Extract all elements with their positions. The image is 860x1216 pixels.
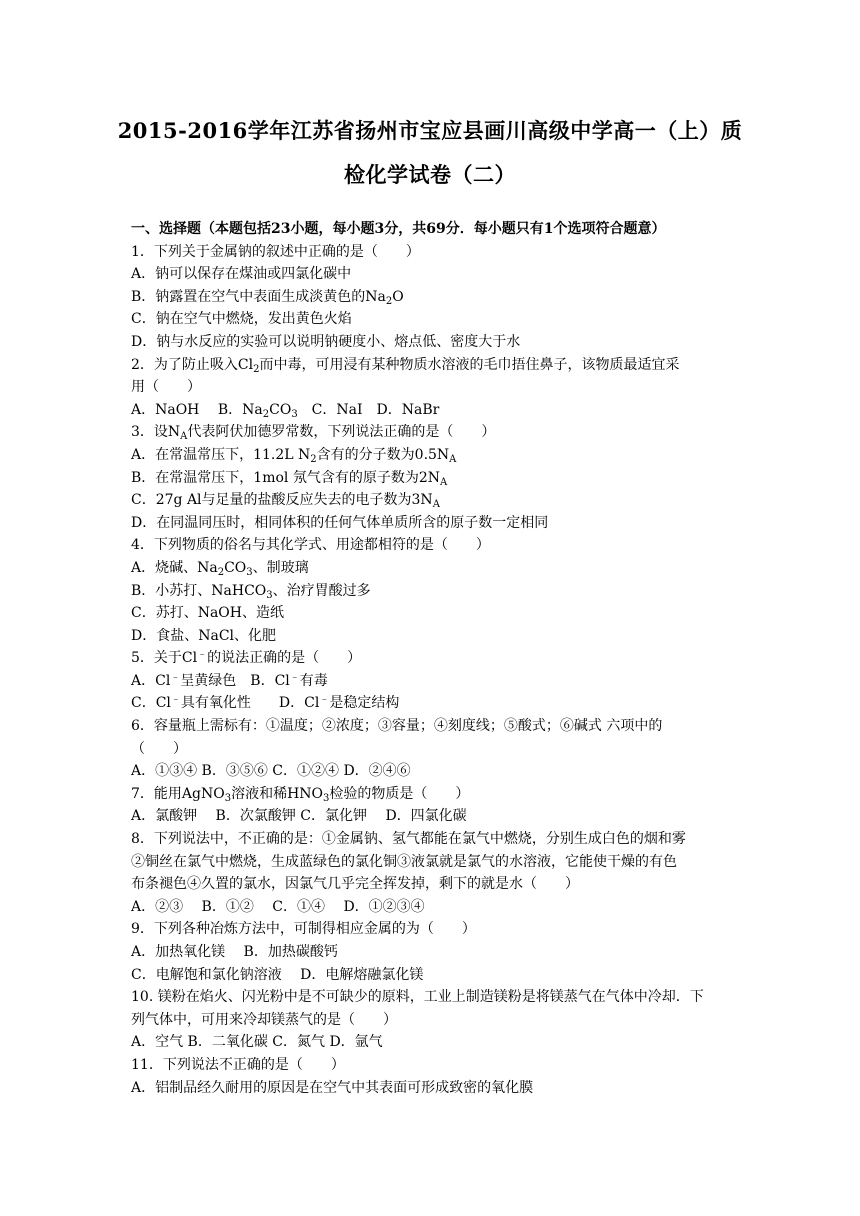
section-heading: 一、选择题（本题包括23小题，每小题3分，共69分．每小题只有1个选项符合题意） <box>131 221 666 237</box>
question-8-options: A．②③ B．①② C．①④ D．①②③④ <box>131 898 425 915</box>
question-4-option-b: B．小苏打、NaHCO$_3$、治疗胃酸过多 <box>131 582 371 601</box>
question-9-stem: 9．下列各种冶炼方法中，可制得相应金属的为（ ） <box>131 921 476 938</box>
question-1-option-b: B．钠露置在空气中表面生成淡黄色的$Na_2O$ <box>131 288 404 307</box>
question-7-stem: 7．能用AgNO$_3$溶液和稀$HNO_3$检验的物质是（ ） <box>131 785 470 804</box>
question-2-stem-cont: 用（ ） <box>131 379 201 396</box>
question-4-stem: 4．下列物质的俗名与其化学式、用途都相符的是（ ） <box>131 537 490 554</box>
question-4-option-c: C．苏打、NaOH、造纸 <box>131 605 284 622</box>
question-1-stem: 1．下列关于金属钠的叙述中正确的是（ ） <box>131 243 420 260</box>
question-8-stem-cont-2: 布条褪色④久置的氯水，因氯气几乎完全挥发掉，剩下的就是水（ ） <box>131 876 579 893</box>
exam-content <box>131 218 731 1099</box>
exam-title-line-2: 检化学试卷（二） <box>344 162 516 187</box>
question-2-options: A．NaOH B．$Na_2CO_3$ C．NaI D．NaBr <box>131 401 440 420</box>
question-3-option-d: D．在同温同压时，相同体积的任何气体单质所含的原子数一定相同 <box>131 514 549 531</box>
question-2-stem: 2．为了防止吸入$Cl_2$而中毒，可用浸有某种物质水溶液的毛巾捂住鼻子，该物质最适宜采 <box>131 356 680 375</box>
question-8-stem-cont-1: ②铜丝在氯气中燃烧，生成蓝绿色的氯化铜③液氯就是氯气的水溶液，它能使干燥的有色 <box>131 853 677 870</box>
question-5-options-ab: A．Cl﹣呈黄绿色 B．Cl﹣有毒 <box>131 671 328 689</box>
question-4-option-d: D．食盐、NaCl、化肥 <box>131 627 277 644</box>
question-4-option-a: A．烧碱、$Na_2CO_3$、制玻璃 <box>131 559 309 578</box>
question-10-stem: 10. 镁粉在焰火、闪光粉中是不可缺少的原料，工业上制造镁粉是将镁蒸气在气体中冷却．下 <box>131 989 704 1006</box>
question-3-option-b: B．在常温常压下，1mol 氖气含有的原子数为$2N_A$ <box>131 469 448 488</box>
exam-title-line-1: 2015-2016学年江苏省扬州市宝应县画川高级中学高一（上）质 <box>117 118 743 143</box>
question-5-stem: 5．关于Cl﹣的说法正确的是（ ） <box>131 649 362 667</box>
question-9-options-ab: A．加热氧化镁 B．加热碳酸钙 <box>131 944 338 960</box>
question-6-options: A．①③④ B．③⑤⑥ C．①②④ D．②④⑥ <box>131 763 411 780</box>
question-1-option-d: D．钠与水反应的实验可以说明钠硬度小、熔点低、密度大于水 <box>131 333 521 350</box>
question-6-stem-cont: （ ） <box>131 740 187 757</box>
question-10-options: A．空气 B．二氧化碳 C．氮气 D．氩气 <box>131 1034 383 1051</box>
question-7-options: A．氯酸钾 B．次氯酸钾 C．氯化钾 D．四氯化碳 <box>131 808 467 825</box>
question-3-stem: 3．设$N_A$代表阿伏加德罗常数，下列说法正确的是（ ） <box>131 424 496 443</box>
question-8-stem: 8．下列说法中，不正确的是：①金属钠、氢气都能在氯气中燃烧，分别生成白色的烟和雾 <box>131 831 686 848</box>
question-9-options-cd: C．电解饱和氯化钠溶液 D．电解熔融氯化镁 <box>131 966 424 983</box>
question-3-option-a: A．在常温常压下，11.2L $N_2$含有的分子数为$0.5N_A$ <box>131 446 457 465</box>
question-11-option-a: A．铝制品经久耐用的原因是在空气中其表面可形成致密的氧化膜 <box>131 1079 534 1096</box>
question-11-stem: 11．下列说法不正确的是（ ） <box>131 1056 345 1073</box>
question-5-options-cd: C．Cl﹣具有氧化性 D．Cl﹣是稳定结构 <box>131 694 400 712</box>
question-1-option-a: A．钠可以保存在煤油或四氯化碳中 <box>131 266 352 283</box>
question-1-option-c: C．钠在空气中燃烧，发出黄色火焰 <box>131 311 352 328</box>
question-3-option-c: C．27g Al与足量的盐酸反应失去的电子数为$3N_A$ <box>131 492 440 511</box>
question-6-stem: 6．容量瓶上需标有：①温度；②浓度；③容量；④刻度线；⑤酸式；⑥碱式 六项中的 <box>131 718 663 735</box>
question-10-stem-cont: 列气体中，可用来冷却镁蒸气的是（ ） <box>131 1011 397 1028</box>
